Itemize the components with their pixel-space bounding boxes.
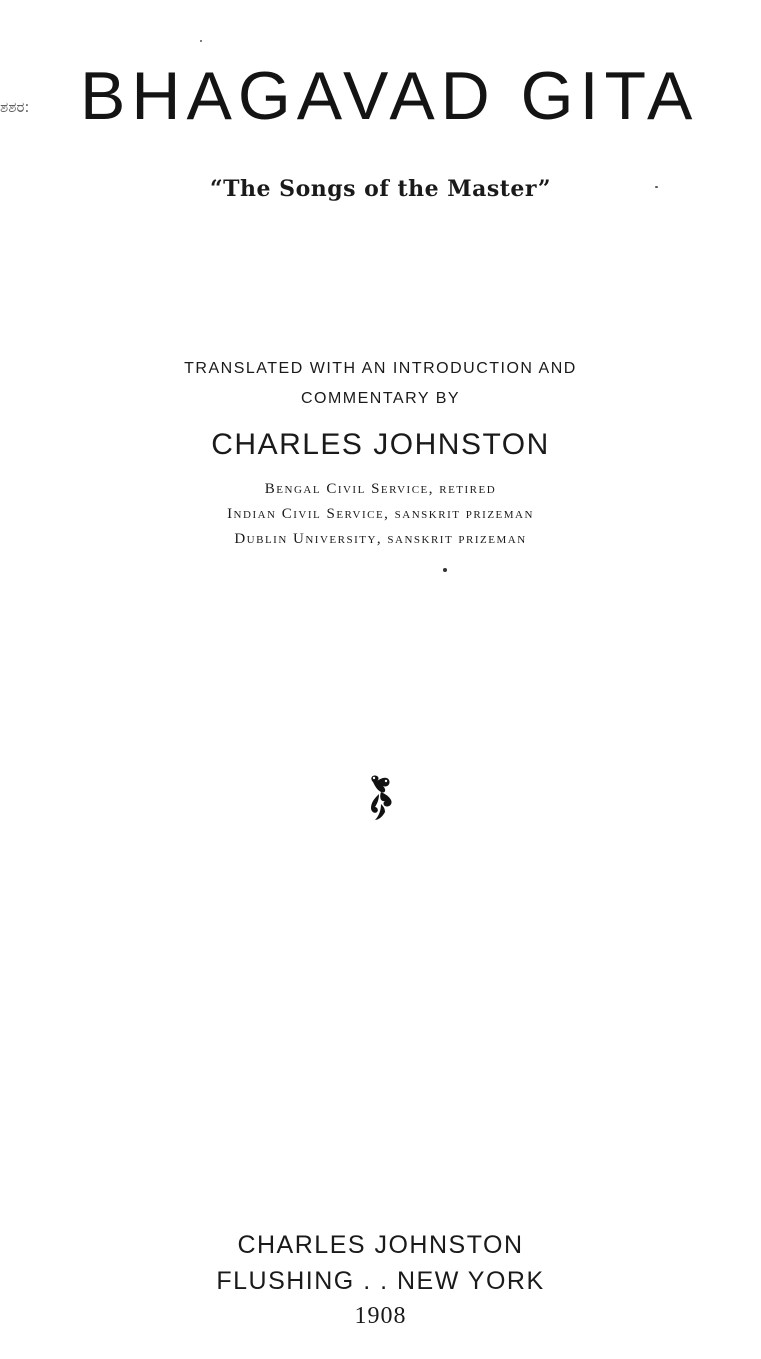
translated-line-1: TRANSLATED WITH AN INTRODUCTION AND: [184, 360, 577, 377]
library-stamp: ಶಶರ:: [0, 98, 30, 116]
book-subtitle: “The Songs of the Master”: [210, 176, 551, 202]
credential-line: Bengal Civil Service, retired: [264, 481, 497, 497]
fleuron-leaf-icon: [367, 774, 395, 822]
ornament: [0, 774, 761, 822]
credential-line: Dublin University, sanskrit prizeman: [234, 531, 527, 547]
publisher-name: CHARLES JOHNSTON: [237, 1231, 524, 1259]
book-title: BHAGAVAD GITA: [80, 58, 699, 134]
credential-line: Indian Civil Service, sanskrit prizeman: [227, 506, 534, 522]
paper-speck: [200, 40, 202, 42]
publication-year: 1908: [354, 1303, 407, 1329]
publication-place: FLUSHING . . NEW YORK: [216, 1267, 545, 1295]
translated-line-2: COMMENTARY BY: [300, 390, 461, 407]
ink-dot: [443, 568, 447, 572]
author-name: CHARLES JOHNSTON: [211, 428, 550, 461]
paper-speck: [655, 186, 658, 188]
